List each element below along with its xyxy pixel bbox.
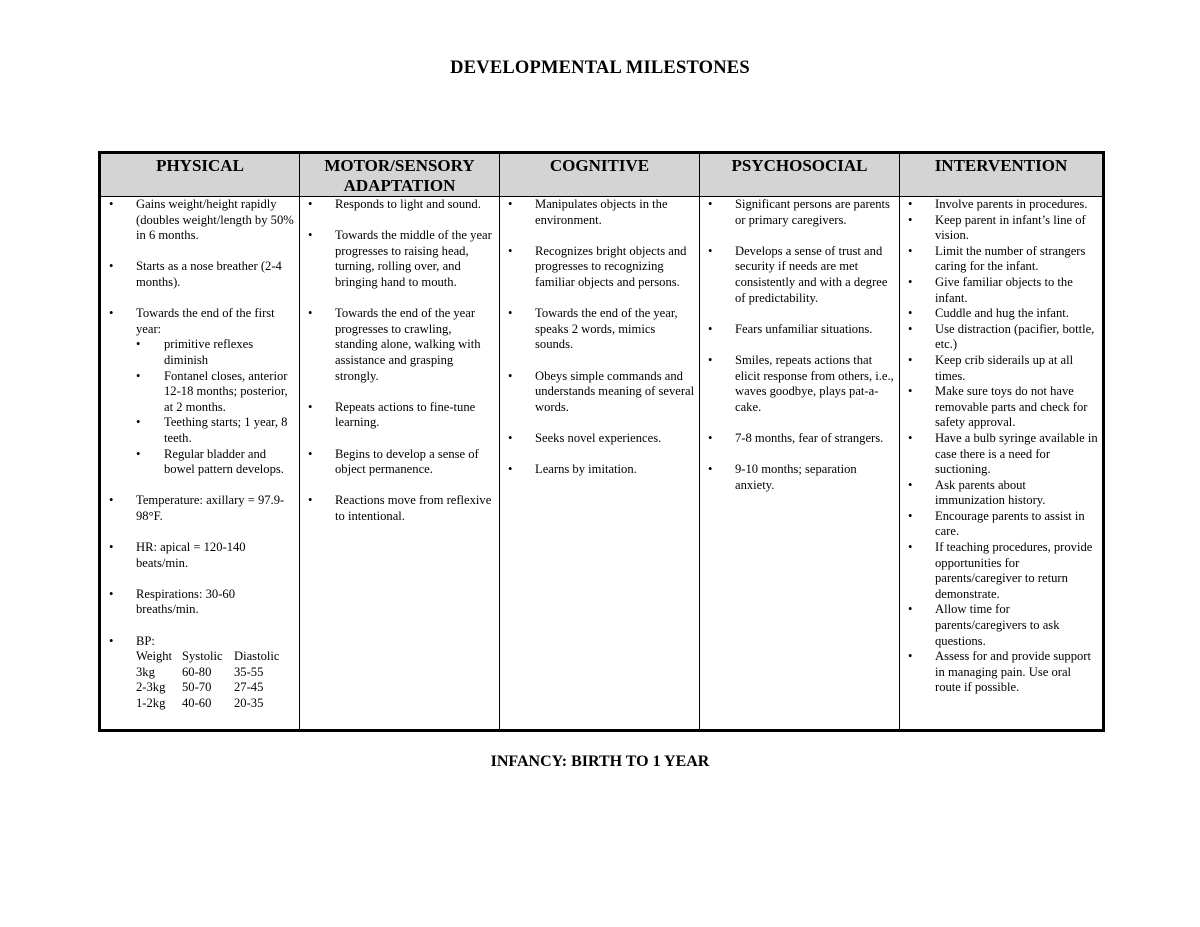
psychosocial-item: • Fears unfamiliar situations. <box>700 322 895 338</box>
bp-header-cell: Weight <box>136 649 173 664</box>
intervention-item: • Assess for and provide support in managing pain. Use oral route if possible. <box>900 649 1098 696</box>
motor-item: • Towards the end of the year progresses to crawling, standing alone, walking with assistance and grasping strongly. <box>300 306 495 384</box>
bp-cell: 20-35 <box>234 696 264 710</box>
header-physical-label: PHYSICAL <box>156 156 244 175</box>
header-motor-sensory <box>300 153 500 197</box>
physical-item: • Gains weight/height rapidly (doubles weight/length by 50% in 6 months. <box>101 197 295 244</box>
intervention-item: • Cuddle and hug the infant. <box>900 306 1098 322</box>
bp-header-cell: Diastolic <box>234 649 280 664</box>
physical-item-bp <box>101 634 295 712</box>
bp-cell: 40-60 <box>182 696 212 710</box>
intervention-item: • Limit the number of strangers caring for the infant. <box>900 244 1098 275</box>
intervention-item: • Involve parents in procedures. <box>900 197 1098 213</box>
physical-sub-list <box>136 337 295 477</box>
bp-cell: 35-55 <box>234 664 264 679</box>
page-subtitle: INFANCY: BIRTH TO 1 YEAR <box>490 753 710 770</box>
intervention-item: • Ask parents about immunization history. <box>900 478 1098 509</box>
bp-header-cell: Systolic <box>182 649 223 664</box>
intervention-item: • Make sure toys do not have removable parts and check for safety approval. <box>900 384 1098 431</box>
physical-sub-item: • Fontanel closes, anterior 12-18 months; posterior, at 2 months. <box>136 369 295 416</box>
psychosocial-item: • Develops a sense of trust and security if needs are met consistently and with a degree of predictability. <box>700 244 895 306</box>
physical-sub-item: • Regular bladder and bowel pattern develops. <box>136 447 295 478</box>
physical-item <box>101 306 295 478</box>
intervention-item: • Keep crib siderails up at all times. <box>900 353 1098 384</box>
bp-cell: 60-80 <box>182 664 212 679</box>
header-intervention <box>900 153 1104 197</box>
physical-item: • Respirations: 30-60 breaths/min. <box>101 587 295 618</box>
bp-row <box>136 665 295 681</box>
cognitive-item: • Towards the end of the year, speaks 2 words, mimics sounds. <box>500 306 695 353</box>
bp-cell: 1-2kg <box>136 696 166 710</box>
physical-sub-item: • primitive reflexes diminish <box>136 337 295 368</box>
bp-row <box>136 680 295 696</box>
content-row <box>100 197 1104 731</box>
physical-column <box>100 197 300 731</box>
physical-item: • Temperature: axillary = 97.9-98°F. <box>101 493 295 524</box>
header-row <box>100 153 1104 197</box>
motor-item: • Begins to develop a sense of object permanence. <box>300 447 495 478</box>
intervention-item: • Encourage parents to assist in care. <box>900 509 1098 540</box>
motor-sensory-column <box>300 197 500 731</box>
bp-label: • BP: <box>136 633 155 648</box>
header-psychosocial <box>700 153 900 197</box>
bp-cell: 2-3kg <box>136 680 166 695</box>
psychosocial-item: • Smiles, repeats actions that elicit response from others, i.e., waves goodbye, plays pat-a-cake. <box>700 353 895 415</box>
milestones-table <box>98 151 1105 732</box>
header-cognitive <box>500 153 700 197</box>
cognitive-item: • Seeks novel experiences. <box>500 431 695 447</box>
cognitive-item: • Obeys simple commands and understands meaning of several words. <box>500 369 695 416</box>
header-intervention-label: INTERVENTION <box>934 156 1068 175</box>
header-motor-line1: MOTOR/SENSORY <box>324 156 475 175</box>
cognitive-column <box>500 197 700 731</box>
intervention-item: • If teaching procedures, provide opportunities for parents/caregiver to return demonstrate. <box>900 540 1098 602</box>
motor-item: • Repeats actions to fine-tune learning. <box>300 400 495 431</box>
header-cognitive-label: COGNITIVE <box>549 156 650 175</box>
physical-item: • Starts as a nose breather (2-4 months). <box>101 259 295 290</box>
physical-sub-item: • Teething starts; 1 year, 8 teeth. <box>136 415 295 446</box>
intervention-item: • Give familiar objects to the infant. <box>900 275 1098 306</box>
bp-cell: 27-45 <box>234 680 264 695</box>
motor-item: • Towards the middle of the year progresses to raising head, turning, rolling over, and bringing hand to mouth. <box>300 228 495 290</box>
physical-item: • HR: apical = 120-140 beats/min. <box>101 540 295 571</box>
psychosocial-item: • Significant persons are parents or primary caregivers. <box>700 197 895 228</box>
psychosocial-item: • 9-10 months; separation anxiety. <box>700 462 895 493</box>
intervention-column <box>900 197 1104 731</box>
header-motor-line2: ADAPTATION <box>343 176 456 195</box>
motor-item: • Responds to light and sound. <box>300 197 495 213</box>
bp-header-row <box>136 649 295 665</box>
intervention-item: • Use distraction (pacifier, bottle, etc.) <box>900 322 1098 353</box>
motor-item: • Reactions move from reflexive to intentional. <box>300 493 495 524</box>
cognitive-item: • Recognizes bright objects and progresses to recognizing familiar objects and persons. <box>500 244 695 291</box>
bp-cell: 3kg <box>136 664 155 679</box>
header-psychosocial-label: PSYCHOSOCIAL <box>731 156 868 175</box>
bp-cell: 50-70 <box>182 680 212 695</box>
cognitive-item: • Learns by imitation. <box>500 462 695 478</box>
header-physical <box>100 153 300 197</box>
psychosocial-column <box>700 197 900 731</box>
cognitive-item: • Manipulates objects in the environment. <box>500 197 695 228</box>
intervention-item: • Allow time for parents/caregivers to ask questions. <box>900 602 1098 649</box>
page-title: DEVELOPMENTAL MILESTONES <box>450 58 750 78</box>
physical-item-text: Towards the end of the first year: <box>136 306 275 336</box>
psychosocial-item: • 7-8 months, fear of strangers. <box>700 431 895 447</box>
intervention-item: • Have a bulb syringe available in case there is a need for suctioning. <box>900 431 1098 478</box>
intervention-item: • Keep parent in infant’s line of vision. <box>900 213 1098 244</box>
bp-row <box>136 696 295 712</box>
